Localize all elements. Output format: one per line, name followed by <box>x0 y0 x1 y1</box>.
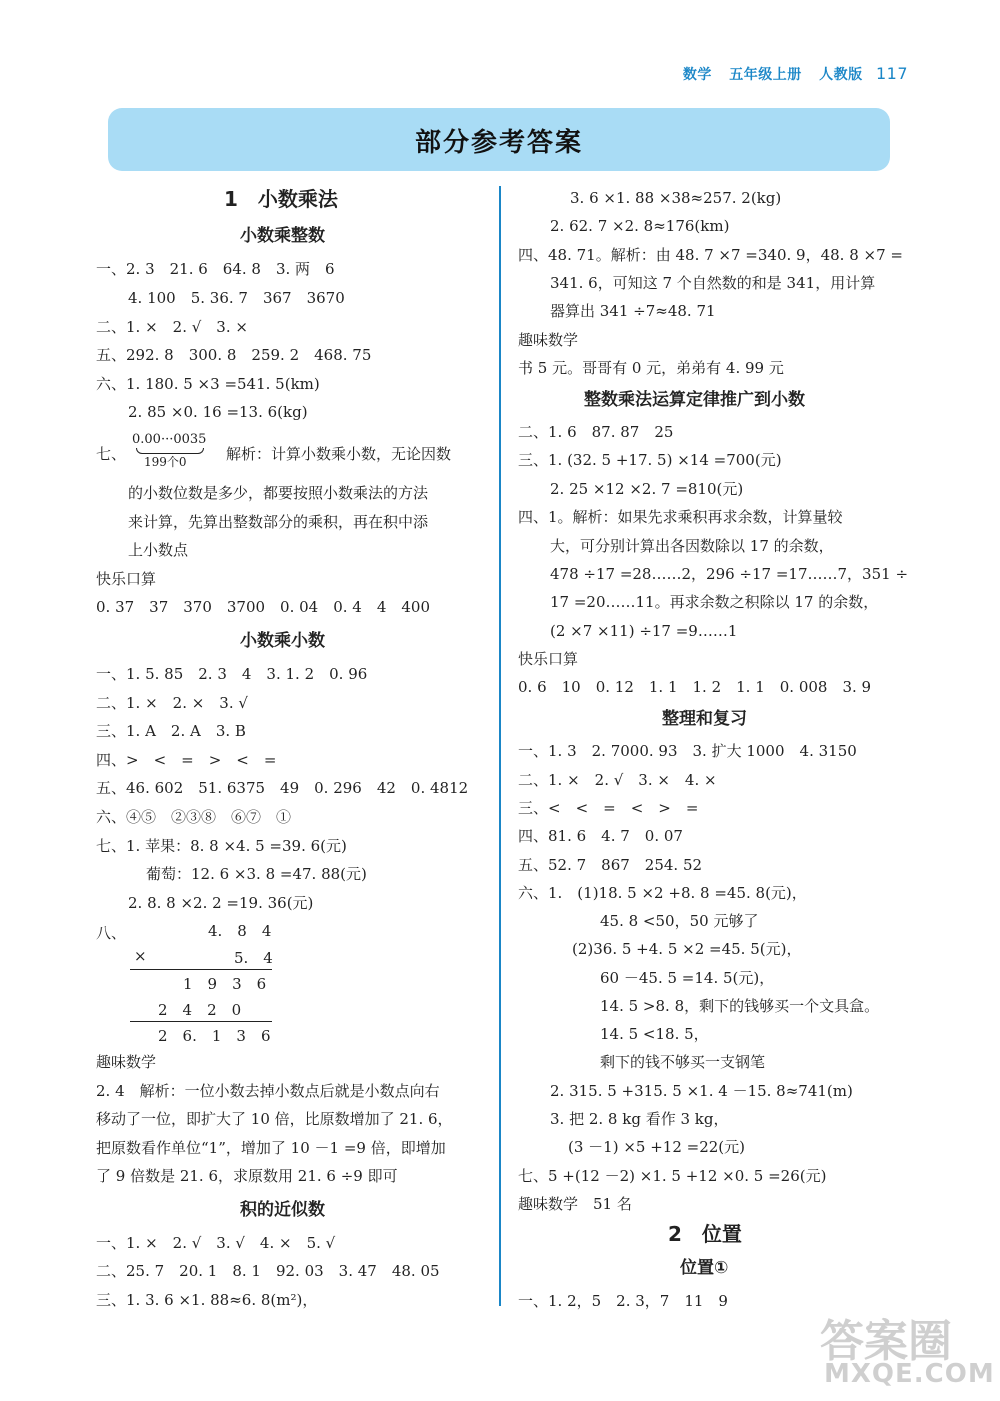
answer-line: 0. 37 37 370 3700 0. 04 0. 4 4 400 <box>96 598 431 616</box>
answer-line: 的小数位数是多少，都要按照小数乘法的方法 <box>128 484 429 502</box>
answer-line: 三、1. 3. 6 ×1. 88≈6. 8(m²)， <box>96 1291 318 1309</box>
answer-line: 一、2. 3 21. 6 64. 8 3. 两 6 <box>96 260 335 278</box>
answer-line: 书 5 元。哥哥有 0 元，弟弟有 4. 99 元 <box>518 359 784 377</box>
answer-line: 八、 <box>96 924 127 942</box>
answer-line: 六、④⑤ ②③⑧ ⑥⑦ ① <box>96 808 292 826</box>
section-title: 积的近似数 <box>240 1200 325 1220</box>
vm-row: 2 4 2 0 <box>158 1001 242 1019</box>
vm-row: 1 9 3 6 <box>183 975 267 993</box>
answer-line: 478 ÷17 =28……2，296 ÷17 =17……7，351 ÷ <box>550 565 909 583</box>
answer-line: 六、1. 180. 5 ×3 =541. 5(km) <box>96 375 320 393</box>
answer-line: (2)36. 5 +4. 5 ×2 =45. 5(元)， <box>572 940 802 958</box>
watermark <box>820 1305 995 1395</box>
answer-line: 移动了一位，即扩大了 10 倍，比原数增加了 21. 6， <box>96 1110 453 1128</box>
answer-line: 2. 4 解析：一位小数去掉小数点后就是小数点向右 <box>96 1082 440 1100</box>
answer-line: 一、1. 2，5 2. 3，7 11 9 <box>518 1292 728 1310</box>
vm-line <box>130 1021 272 1022</box>
answer-line: 60 －45. 5 =14. 5(元)， <box>600 969 775 987</box>
answer-line: 341. 6，可知这 7 个自然数的和是 341，用计算 <box>550 274 876 292</box>
answer-line: 二、1. × 2. √ 3. × <box>96 318 248 336</box>
answer-line: 解析：计算小数乘小数，无论因数 <box>226 445 452 463</box>
chapter-title: 2 位置 <box>668 1222 742 1246</box>
answer-line: 四、81. 6 4. 7 0. 07 <box>518 827 683 845</box>
answer-line: 14. 5 >8. 8，剩下的钱够买一个文具盒。 <box>600 997 880 1015</box>
answer-line: 器算出 341 ÷7≈48. 71 <box>550 302 716 320</box>
page-title: 部分参考答案 <box>414 128 583 158</box>
answer-line: 2. 8. 8 ×2. 2 =19. 36(元) <box>128 894 314 912</box>
answer-line: 剩下的钱不够买一支钢笔 <box>600 1053 766 1071</box>
page-number: 117 <box>875 64 908 83</box>
answer-line: 二、1. × 2. √ 3. × 4. × <box>518 771 717 789</box>
answer-line: 二、1. 6 87. 87 25 <box>518 423 674 441</box>
answer-line: 一、1. 5. 85 2. 3 4 3. 1. 2 0. 96 <box>96 665 368 683</box>
answer-line: 2. 85 ×0. 16 =13. 6(kg) <box>128 403 308 421</box>
question-number: 七、 <box>96 445 127 463</box>
answer-line: (2 ×7 ×11) ÷17 =9……1 <box>550 622 738 640</box>
answer-line: 二、1. × 2. × 3. √ <box>96 694 248 712</box>
answer-line: 3. 6 ×1. 88 ×38≈257. 2(kg) <box>570 189 782 207</box>
answer-line: 四、1。解析：如果先求乘积再求余数，计算量较 <box>518 508 843 526</box>
answer-line: 了 9 倍数是 21. 6，求原数用 21. 6 ÷9 即可 <box>96 1167 398 1185</box>
answer-line: 一、1. × 2. √ 3. √ 4. × 5. √ <box>96 1234 336 1252</box>
decimal-number: 0.00···0035 <box>132 432 207 447</box>
answer-line: 趣味数学 <box>96 1053 157 1071</box>
answer-line: 四、> < = > < = <box>96 751 277 769</box>
answer-line: 把原数看作单位“1”，增加了 10 －1 =9 倍，即增加 <box>96 1139 446 1157</box>
section-title: 整理和复习 <box>662 709 747 729</box>
title-banner <box>108 108 890 171</box>
answer-line: 2. 62. 7 ×2. 8≈176(km) <box>550 217 730 235</box>
answer-line: 4. 100 5. 36. 7 367 3670 <box>128 289 345 307</box>
answer-line: 快乐口算 <box>96 570 157 588</box>
answer-line: 五、46. 602 51. 6375 49 0. 296 42 0. 4812 <box>96 779 469 797</box>
answer-line: 六、1. (1)18. 5 ×2 +8. 8 =45. 8(元)， <box>518 884 807 902</box>
answer-line: 上小数点 <box>128 541 189 559</box>
answer-line: 一、1. 3 2. 7000. 93 3. 扩大 1000 4. 3150 <box>518 742 857 760</box>
answer-line: 二、25. 7 20. 1 8. 1 92. 03 3. 47 48. 05 <box>96 1262 440 1280</box>
section-title: 整数乘法运算定律推广到小数 <box>584 390 805 410</box>
vm-row: 2 6. 1 3 6 <box>158 1027 271 1045</box>
vm-row: 5. 4 <box>234 949 273 967</box>
answer-line: 趣味数学 <box>518 331 579 349</box>
page-header <box>671 64 908 84</box>
header-edition: 人教版 <box>819 67 863 83</box>
header-grade: 五年级上册 <box>729 67 802 83</box>
answer-line: 七、5 +(12 －2) ×1. 5 +12 ×0. 5 =26(元) <box>518 1167 827 1185</box>
answer-line: 葡萄：12. 6 ×3. 8 =47. 88(元) <box>146 865 367 883</box>
answer-line: 大，可分别计算出各因数除以 17 的余数， <box>550 537 834 555</box>
vm-row: 4. 8 4 <box>208 922 272 940</box>
watermark-url: MXQE.COM <box>824 1359 995 1389</box>
answer-line: 七、1. 苹果：8. 8 ×4. 5 =39. 6(元) <box>96 837 347 855</box>
answer-line: 快乐口算 <box>518 650 579 668</box>
answer-line: 来计算，先算出整数部分的乘积，再在积中添 <box>128 513 429 531</box>
answer-line: 三、1. (32. 5 +17. 5) ×14 =700(元) <box>518 451 782 469</box>
vm-line <box>130 969 272 970</box>
column-divider <box>499 186 501 1306</box>
answer-line: (3 －1) ×5 +12 =22(元) <box>568 1138 745 1156</box>
answer-line: 趣味数学 51 名 <box>518 1195 632 1213</box>
section-title: 位置① <box>680 1258 729 1278</box>
watermark-text: 答案圈 <box>820 1316 952 1367</box>
section-title: 小数乘整数 <box>240 226 325 246</box>
answer-line: 四、48. 71。解析：由 48. 7 ×7 =340. 9，48. 8 ×7 = <box>518 246 903 264</box>
answer-line: 14. 5 <18. 5， <box>600 1025 709 1043</box>
answer-line: 17 =20……11。再求余数之积除以 17 的余数， <box>550 593 879 611</box>
answer-line: 0. 6 10 0. 12 1. 1 1. 2 1. 1 0. 008 3. 9 <box>518 678 872 696</box>
header-subject: 数学 <box>682 67 712 83</box>
brace-label: 199个0 <box>144 455 187 469</box>
answer-line: 2. 315. 5 +315. 5 ×1. 4 －15. 8≈741(m) <box>550 1082 853 1100</box>
times-sign: × <box>134 947 147 965</box>
answer-line: 3. 把 2. 8 kg 看作 3 kg， <box>550 1110 729 1128</box>
answer-line: 三、1. A 2. A 3. B <box>96 722 246 740</box>
answer-line: 45. 8 <50，50 元够了 <box>600 912 759 930</box>
chapter-title: 1 小数乘法 <box>224 187 338 211</box>
answer-line: 三、< < = < > = <box>518 799 699 817</box>
answer-line: 五、292. 8 300. 8 259. 2 468. 75 <box>96 346 372 364</box>
answer-line: 2. 25 ×12 ×2. 7 =810(元) <box>550 480 744 498</box>
answer-line: 五、52. 7 867 254. 52 <box>518 856 703 874</box>
section-title: 小数乘小数 <box>240 631 325 651</box>
